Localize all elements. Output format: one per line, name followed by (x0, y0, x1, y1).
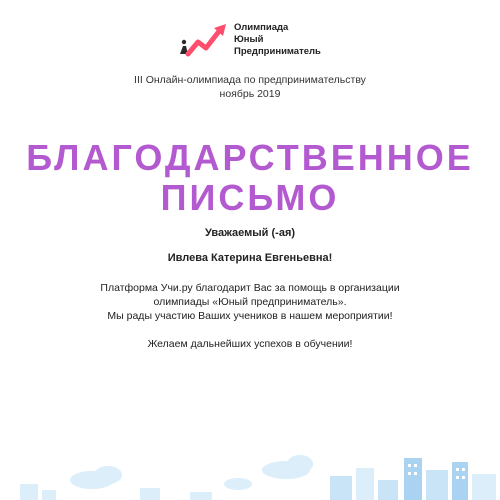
olympiad-date: ноябрь 2019 (219, 88, 281, 100)
body-line-1: Платформа Учи.ру благодарит Вас за помощь в организации (100, 282, 400, 294)
city-skyline-illustration (0, 440, 500, 500)
body-wish: Желаем дальнейших успехов в обучении! (147, 338, 353, 350)
logo-text (234, 22, 321, 58)
logo-line-1: Олимпиада (234, 22, 289, 33)
recipient-name: Ивлева Катерина Евгеньевна! (167, 252, 333, 264)
olympiad-subtitle: III Онлайн-олимпиада по предпринимательству (134, 74, 366, 86)
logo-line-2: Юный (234, 34, 264, 45)
olympiad-logo (176, 16, 346, 68)
logo-line-3: Предприниматель (234, 46, 321, 57)
letter-title-line-1: БЛАГОДАРСТВЕННОЕ (26, 137, 474, 178)
letter-title-line-2: ПИСЬМО (160, 177, 340, 218)
body-line-2: олимпиады «Юный предприниматель». (153, 296, 347, 308)
rising-arrow-icon (176, 20, 232, 60)
salutation: Уважаемый (-ая) (204, 227, 296, 239)
body-line-3: Мы рады участию Ваших учеников в нашем мероприятии! (107, 310, 393, 322)
